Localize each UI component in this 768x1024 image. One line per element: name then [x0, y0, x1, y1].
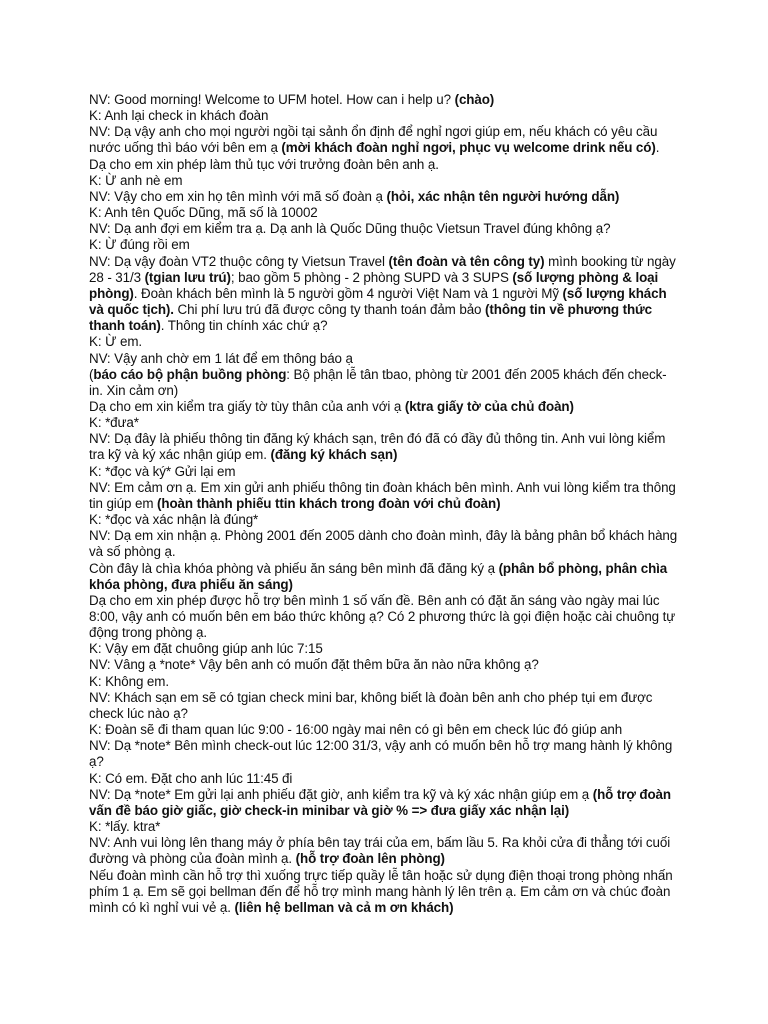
transcript-line [89, 334, 679, 350]
transcript-line [89, 690, 679, 722]
dialogue-text: : Bộ phận lễ tân tbao, phòng từ 2001 đến 2005 khách đến check-in. Xin cảm ơn) [89, 366, 667, 398]
annotation-note: (hỗ trợ đoàn lên phòng) [295, 851, 445, 867]
dialogue-text: K: Ừ anh nè em [89, 172, 183, 188]
dialogue-text: NV: Dạ *note* Bên mình check-out lúc 12:00 31/3, vậy anh có muốn bên hỗ trợ mang hành lý không ạ? [89, 738, 673, 770]
dialogue-text: K: *lấy. ktra* [89, 819, 161, 835]
transcript-line [89, 415, 679, 431]
transcript-line [89, 512, 679, 528]
dialogue-text: . Thông tin chính xác chứ ạ? [160, 318, 328, 334]
transcript-line [89, 367, 679, 399]
transcript-line [89, 674, 679, 690]
dialogue-text: NV: Vâng ạ *note* Vậy bên anh có muốn đặt thêm bữa ăn nào nữa không ạ? [89, 657, 539, 673]
dialogue-text: K: *đọc và ký* Gửi lại em [89, 463, 236, 479]
dialogue-text: Còn đây là chìa khóa phòng và phiếu ăn sáng bên mình đã đăng ký ạ [89, 560, 499, 576]
annotation-note: (đăng ký khách sạn) [270, 447, 398, 463]
transcript-line [89, 835, 679, 867]
dialogue-text: NV: Dạ vậy anh cho mọi người ngồi tại sảnh ổn định để nghỉ ngơi giúp em, nếu khách có yêu cầu nước uống thì báo với bên em ạ [89, 124, 658, 156]
dialogue-text: NV: Dạ em xin nhận ạ. Phòng 2001 đến 2005 dành cho đoàn mình, đây là bảng phân bổ khách hàng và số phòng ạ. [89, 528, 678, 560]
dialogue-text: NV: Khách sạn em sẽ có tgian check mini bar, không biết là đoàn bên anh cho phép tụi em được check lúc nào ạ? [89, 689, 653, 721]
dialogue-text: . Dạ cho em xin phép làm thủ tục với trưởng đoàn bên anh ạ. [89, 140, 660, 172]
transcript-line [89, 221, 679, 237]
dialogue-text: NV: Dạ vậy đoàn VT2 thuộc công ty Vietsun Travel [89, 253, 389, 269]
dialogue-text: NV: Dạ *note* Em gửi lại anh phiếu đặt giờ, anh kiểm tra kỹ và ký xác nhận giúp em ạ [89, 786, 593, 802]
dialogue-text: NV: Em cảm ơn ạ. Em xin gửi anh phiếu thông tin đoàn khách bên mình. Anh vui lòng kiểm tra thông tin giúp em [89, 479, 676, 511]
transcript-line [89, 657, 679, 673]
transcript-line [89, 431, 679, 463]
annotation-note: (số lượng khách và quốc tịch). [89, 285, 667, 318]
dialogue-text: ; bao gồm 5 phòng - 2 phòng SUPD và 3 SUPS [230, 269, 513, 285]
dialogue-text: Dạ cho em xin kiểm tra giấy tờ tùy thân của anh với ạ [89, 398, 405, 414]
annotation-note: (hỏi, xác nhận tên người hướng dẫn) [386, 188, 620, 204]
dialogue-text: K: Ừ đúng rồi em [89, 237, 190, 253]
annotation-note: (tên đoàn và tên công ty) [388, 253, 545, 269]
dialogue-text: NV: Vậy cho em xin họ tên mình với mã số đoàn ạ [89, 188, 387, 204]
transcript-line [89, 464, 679, 480]
dialogue-text: NV: Dạ anh đợi em kiểm tra ạ. Dạ anh là Quốc Dũng thuộc Vietsun Travel đúng không ạ? [89, 221, 611, 237]
annotation-note: (phân bổ phòng, phân chìa khóa phòng, đưa phiếu ăn sáng) [89, 560, 668, 592]
transcript-line [89, 528, 679, 560]
annotation-note: báo cáo bộ phận buồng phòng [93, 366, 287, 382]
transcript-line [89, 351, 679, 367]
dialogue-text: K: Ừ em. [89, 334, 143, 350]
annotation-note: (chào) [454, 92, 495, 107]
annotation-note: (tgian lưu trú) [144, 269, 231, 285]
transcript-line [89, 771, 679, 787]
dialogue-text: Chi phí lưu trú đã được công ty thanh toán đảm bảo [173, 302, 486, 318]
transcript-line [89, 819, 679, 835]
transcript-line [89, 722, 679, 738]
dialogue-text: NV: Anh vui lòng lên thang máy ở phía bên tay trái của em, bấm lầu 5. Ra khỏi cửa đi thẳng tới cuối đường và phòng của đoàn mình ạ. [89, 835, 671, 867]
annotation-note: (ktra giấy tờ của chủ đoàn) [404, 398, 574, 414]
annotation-note: (liên hệ bellman và cả m ơn khách) [234, 899, 454, 915]
transcript-line [89, 237, 679, 253]
transcript-line [89, 738, 679, 770]
dialogue-text: mình booking từ ngày 28 - 31/3 [89, 253, 676, 285]
annotation-note: (mời khách đoàn nghỉ ngơi, phục vụ welcome drink nếu có) [281, 140, 656, 156]
annotation-note: (hoàn thành phiếu ttin khách trong đoàn với chủ đoàn) [157, 495, 501, 511]
dialogue-text: . Đoàn khách bên mình là 5 người gồm 4 người Việt Nam và 1 người Mỹ [133, 285, 563, 301]
transcript-line [89, 205, 679, 221]
dialogue-text: K: Không em. [89, 673, 169, 689]
transcript-line [89, 868, 679, 916]
transcript-line [89, 561, 679, 593]
transcript-line [89, 189, 679, 205]
dialogue-text: K: Đoàn sẽ đi tham quan lúc 9:00 - 16:00 ngày mai nên có gì bên em check lúc đó giúp anh [89, 722, 623, 738]
transcript-line [89, 480, 679, 512]
dialogue-text: K: Có em. Đặt cho anh lúc 11:45 đi [89, 770, 293, 786]
transcript-line [89, 787, 679, 819]
dialogue-text: NV: Good morning! Welcome to UFM hotel. How can i help u? [89, 92, 455, 107]
transcript-line [89, 108, 679, 124]
annotation-note: (thông tin về phương thức thanh toán) [89, 302, 653, 334]
annotation-note: (số lượng phòng & loại phòng) [89, 269, 659, 301]
transcript-line [89, 254, 679, 335]
dialogue-text: K: Anh tên Quốc Dũng, mã số là 10002 [89, 205, 318, 221]
transcript-line [89, 173, 679, 189]
transcript-line [89, 593, 679, 641]
dialogue-text: K: *đọc và xác nhận là đúng* [89, 512, 259, 528]
dialogue-text: K: Vậy em đặt chuông giúp anh lúc 7:15 [89, 641, 323, 657]
transcript-line [89, 124, 679, 172]
dialogue-text: NV: Vậy anh chờ em 1 lát để em thông báo ạ [89, 350, 353, 366]
transcript-line [89, 399, 679, 415]
dialogue-text: Dạ cho em xin phép được hỗ trợ bên mình 1 số vấn đề. Bên anh có đặt ăn sáng vào ngày mai lúc 8:00, vậy anh có muốn bên em báo thức không ạ? Có 2 phương thức là gọi điện hoặc cài chuông tự động trong phòng ạ. [89, 592, 676, 641]
transcript-line [89, 641, 679, 657]
transcript-line [89, 92, 679, 108]
dialogue-text: ( [89, 366, 94, 382]
annotation-note: (hỗ trợ đoàn vấn đề báo giờ giấc, giờ check-in minibar và giờ % => đưa giấy xác nhận lại) [89, 786, 671, 818]
dialogue-text: NV: Dạ đây là phiếu thông tin đăng ký khách sạn, trên đó đã có đầy đủ thông tin. Anh vui lòng kiểm tra kỹ và ký xác nhận giúp em. [89, 431, 666, 463]
dialogue-text: K: Anh lại check in khách đoàn [89, 108, 269, 124]
dialogue-text: Nếu đoàn mình cần hỗ trợ thì xuống trực tiếp quầy lễ tân hoặc sử dụng điện thoại trong phòng nhấn phím 1 ạ. Em sẽ gọi bellman đến để hỗ trợ mình mang hành lý lên trên ạ. Em cảm ơn và chúc đoàn mình có kì nghỉ vui vẻ ạ. [89, 867, 673, 915]
dialogue-transcript [89, 92, 679, 916]
dialogue-text: K: *đưa* [89, 415, 139, 431]
